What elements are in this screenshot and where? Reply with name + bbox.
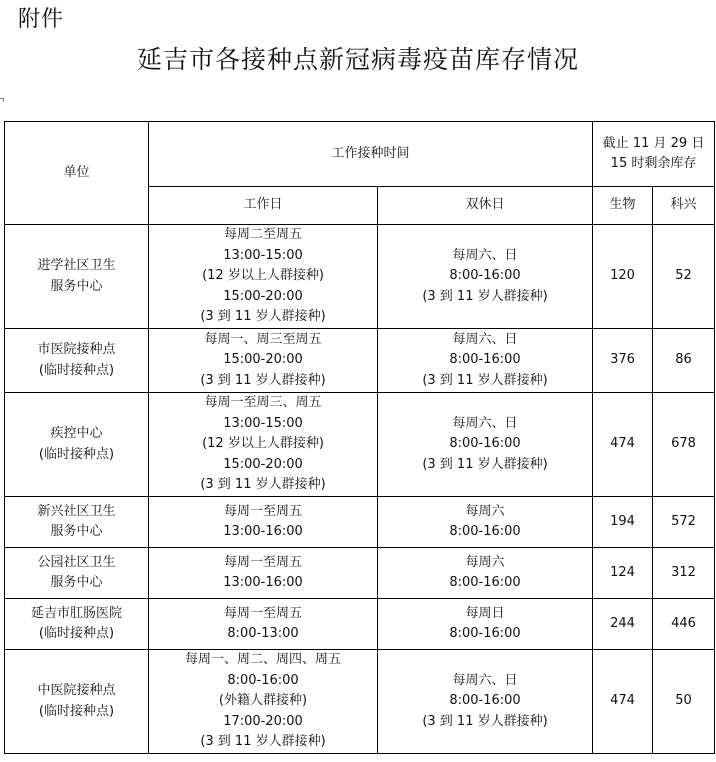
unit-cell (5, 497, 149, 548)
weekend-cell-line: (3 到 11 岁人群接种) (422, 713, 548, 729)
unit-cell-line: (临时接种点) (38, 626, 115, 641)
unit-cell-line: (临时接种点) (38, 703, 115, 719)
unit-cell-line: (临时接种点) (38, 446, 115, 462)
corner-mark (0, 98, 4, 102)
header-brand1: 生物 (593, 187, 653, 225)
header-stock-line: 截止 11 月 29 日 (602, 135, 705, 151)
brand2-stock-cell: 446 (653, 599, 715, 650)
brand2-stock-cell: 52 (653, 225, 715, 329)
workday-cell-line: 每周一、周二、周四、周五 (184, 652, 341, 668)
weekend-cell-line: 8:00-16:00 (449, 524, 521, 539)
unit-cell-line: 服务中心 (50, 575, 103, 590)
workday-cell-line: 每周一至周五 (223, 605, 302, 621)
brand1-stock-cell: 244 (593, 599, 653, 650)
workday-cell-line: 15:00-20:00 (223, 456, 303, 472)
unit-cell-line: 公园社区卫生 (37, 554, 116, 570)
workday-cell-line: 每周一至周五 (223, 503, 302, 519)
weekend-cell (378, 225, 593, 329)
weekend-cell (378, 497, 593, 548)
workday-cell-line: 13:00-15:00 (223, 415, 303, 431)
header-stock-line: 15 时剩余库存 (610, 156, 697, 171)
table-row (5, 329, 715, 393)
workday-cell-line: 每周二至周五 (223, 227, 302, 243)
unit-cell (5, 225, 149, 329)
weekend-cell-line: 每周六、日 (452, 672, 518, 688)
weekend-cell (378, 650, 593, 754)
header-workday: 工作日 (149, 187, 378, 225)
unit-cell-line: 新兴社区卫生 (37, 503, 116, 519)
brand1-stock-cell: 120 (593, 225, 653, 329)
unit-cell-line: 服务中心 (50, 524, 103, 539)
brand1-stock-cell: 194 (593, 497, 653, 548)
table-row (5, 225, 715, 329)
vaccine-stock-table (4, 121, 715, 754)
workday-cell (149, 393, 378, 497)
weekend-cell-line: (3 到 11 岁人群接种) (422, 288, 548, 304)
workday-cell-line: 15:00-20:00 (223, 352, 303, 368)
weekend-cell-line: 8:00-16:00 (449, 626, 521, 641)
workday-cell-line: (3 到 11 岁人群接种) (200, 734, 326, 750)
weekend-cell-line: 每周六 (465, 554, 505, 570)
brand2-stock-cell: 678 (653, 393, 715, 497)
workday-cell-line: (12 岁以上人群接种) (202, 268, 324, 284)
workday-cell-line: 每周一至周五 (223, 554, 302, 570)
header-stock (593, 122, 715, 187)
table-row (5, 393, 715, 497)
table-row (5, 548, 715, 599)
unit-cell-line: 疾控中心 (50, 426, 103, 441)
workday-cell (149, 599, 378, 650)
unit-cell-line: (临时接种点) (38, 362, 115, 378)
unit-cell-line: 进学社区卫生 (37, 258, 116, 273)
workday-cell-line: 13:00-15:00 (223, 247, 303, 263)
workday-cell-line: 8:00-13:00 (227, 626, 299, 641)
unit-cell (5, 393, 149, 497)
table-body (5, 225, 715, 754)
header-unit: 单位 (5, 122, 149, 225)
unit-cell (5, 599, 149, 650)
weekend-cell-line: 每周六、日 (452, 415, 518, 431)
workday-cell-line: 17:00-20:00 (223, 713, 303, 729)
workday-cell (149, 650, 378, 754)
table-row (5, 497, 715, 548)
unit-cell (5, 329, 149, 393)
weekend-cell-line: (3 到 11 岁人群接种) (422, 372, 548, 388)
workday-cell-line: (3 到 11 岁人群接种) (200, 372, 326, 388)
table-row (5, 650, 715, 754)
workday-cell-line: 每周一、周三至周五 (204, 331, 322, 347)
weekend-cell-line: 8:00-16:00 (449, 575, 521, 590)
brand1-stock-cell: 474 (593, 393, 653, 497)
weekend-cell-line: 8:00-16:00 (449, 268, 521, 284)
workday-cell-line: (3 到 11 岁人群接种) (200, 477, 326, 493)
unit-cell-line: 服务中心 (50, 278, 103, 294)
workday-cell (149, 329, 378, 393)
workday-cell-line: 8:00-16:00 (227, 672, 299, 688)
weekend-cell (378, 393, 593, 497)
table-row (5, 599, 715, 650)
brand1-stock-cell: 124 (593, 548, 653, 599)
unit-cell-line: 中医院接种点 (37, 683, 116, 698)
workday-cell-line: 13:00-16:00 (223, 575, 303, 590)
unit-cell-line: 市医院接种点 (37, 342, 116, 357)
weekend-cell (378, 599, 593, 650)
workday-cell (149, 225, 378, 329)
workday-cell-line: (外籍人群接种) (218, 693, 308, 709)
weekend-cell-line: 每周六、日 (452, 247, 518, 263)
unit-cell (5, 548, 149, 599)
weekend-cell-line: 每周六 (465, 503, 505, 519)
workday-cell (149, 497, 378, 548)
brand2-stock-cell: 572 (653, 497, 715, 548)
unit-cell-line: 延吉市肛肠医院 (30, 605, 122, 621)
workday-cell (149, 548, 378, 599)
workday-cell-line: (12 岁以上人群接种) (202, 436, 324, 452)
weekend-cell-line: 每周日 (465, 605, 505, 621)
workday-cell-line: 13:00-16:00 (223, 524, 303, 539)
weekend-cell-line: 8:00-16:00 (449, 436, 521, 452)
workday-cell-line: 15:00-20:00 (223, 288, 303, 304)
brand2-stock-cell: 312 (653, 548, 715, 599)
brand1-stock-cell: 474 (593, 650, 653, 754)
brand1-stock-cell: 376 (593, 329, 653, 393)
unit-cell (5, 650, 149, 754)
weekend-cell (378, 548, 593, 599)
workday-cell-line: (3 到 11 岁人群接种) (200, 309, 326, 325)
workday-cell-line: 每周一至周三、周五 (204, 395, 322, 411)
weekend-cell (378, 329, 593, 393)
header-schedule: 工作接种时间 (149, 122, 593, 187)
weekend-cell-line: 8:00-16:00 (449, 352, 521, 368)
header-weekend: 双休日 (378, 187, 593, 225)
weekend-cell-line: (3 到 11 岁人群接种) (422, 456, 548, 472)
weekend-cell-line: 每周六、日 (452, 331, 518, 347)
document-title: 延吉市各接种点新冠病毒疫苗库存情况 (136, 45, 579, 74)
brand2-stock-cell: 50 (653, 650, 715, 754)
brand2-stock-cell: 86 (653, 329, 715, 393)
weekend-cell-line: 8:00-16:00 (449, 693, 521, 709)
attachment-label: 附件 (18, 7, 65, 32)
header-brand2: 科兴 (653, 187, 715, 225)
